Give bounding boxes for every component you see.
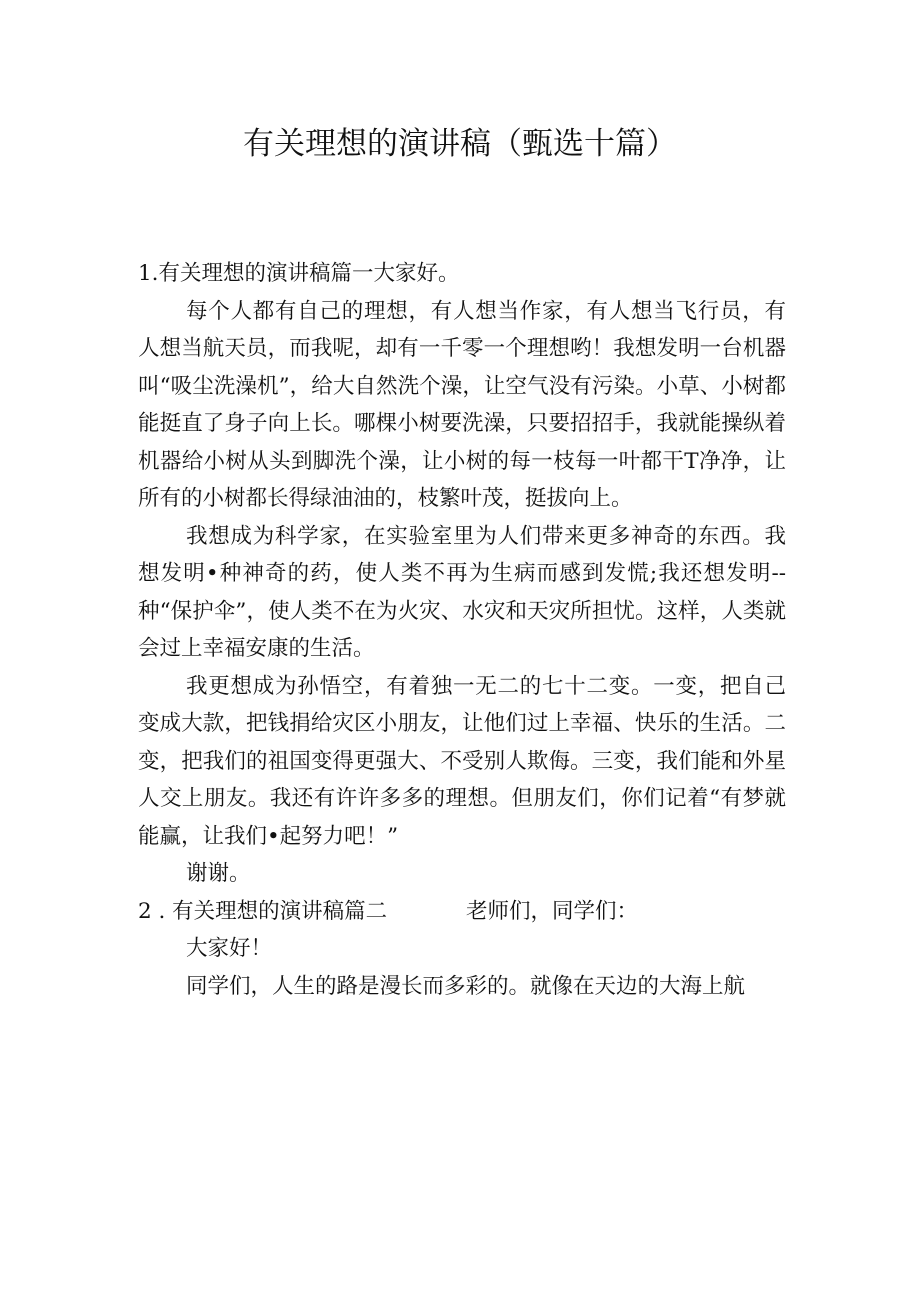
section-1-closing: 谢谢。 (186, 861, 251, 886)
section-2-paragraph-1: 大家好！ (186, 936, 273, 961)
section-1-paragraph-1: 每个人都有自己的理想，有人想当作家，有人想当飞行员，有人想当航天员，而我呢，却有一千零一个理想哟！我想发明一台机器叫“吸尘洗澡机”，给大自然洗个澡，让空气没有污染。小草、小树都能挺直了身子向上长。哪棵小树要洗澡，只要招招手，我就能操纵着机器给小树从头到脚洗个澡，让小树的每一枝每一叶都干T净净，让所有的小树都长得绿油油的，枝繁叶茂，挺拔向上。 (138, 298, 786, 511)
section-2-heading (138, 893, 786, 931)
section-2-paragraph-2: 同学们，人生的路是漫长而多彩的。就像在天边的大海上航 (186, 973, 746, 999)
document-title: 有关理想的演讲稿（甄选十篇） (243, 126, 677, 162)
section-1-paragraph-2: 我想成为科学家，在实验室里为人们带来更多神奇的东西。我想发明•种神奇的药，使人类不再为生病而感到发慌;我还想发明--种“保护伞”，使人类不在为火灾、水灾和天灾所担忧。这样，人类就会过上幸福安康的生活。 (138, 523, 786, 661)
section-2-heading-greeting: 老师们，同学们： (466, 898, 639, 924)
section-2-heading-title: 2 . 有关理想的演讲稿篇二 (138, 898, 388, 924)
document-body (138, 255, 786, 1005)
section-1-heading: 1.有关理想的演讲稿篇一大家好。 (138, 261, 460, 286)
section-1-paragraph-3: 我更想成为孙悟空，有着独一无二的七十二变。一变，把自己变成大款，把钱捐给灾区小朋友，让他们过上幸福、快乐的生活。二变，把我们的祖国变得更强大、不受别人欺侮。三变，我们能和外星人交上朋友。我还有许许多多的理想。但朋友们，你们记着“有梦就能赢，让我们•起努力吧！” (138, 673, 786, 849)
